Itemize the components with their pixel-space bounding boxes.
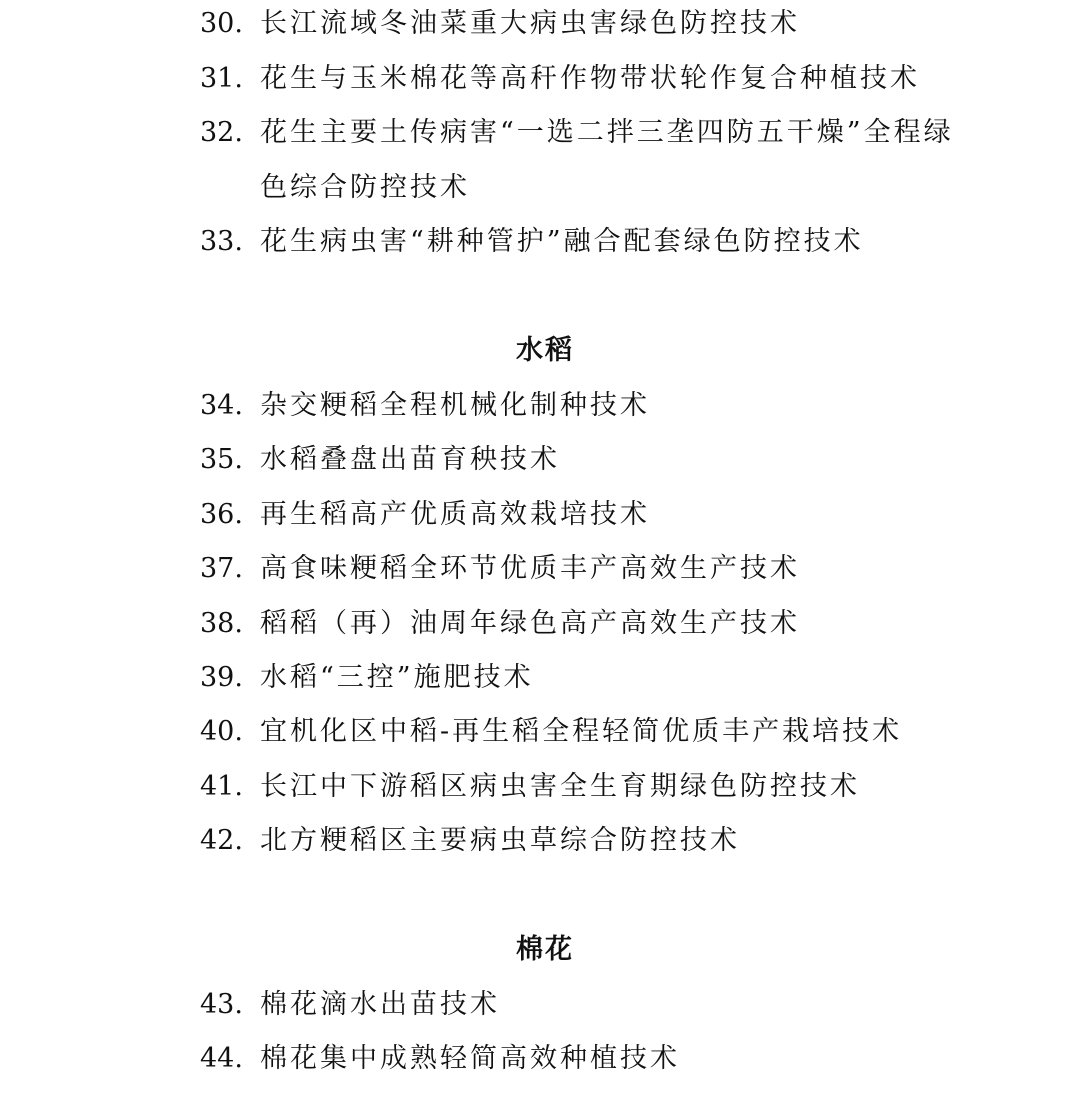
item-number: 36. [200, 499, 243, 530]
item-number: 39. [200, 662, 243, 693]
item-text: 北方粳稻区主要病虫草综合防控技术 [260, 825, 740, 856]
item-number: 33. [200, 226, 243, 257]
list-item [200, 389, 650, 423]
section-heading-cotton: 棉花 [516, 934, 574, 965]
item-text: 稻稻（再）油周年绿色高产高效生产技术 [260, 608, 800, 639]
item-text: 花生主要土传病害“一选二拌三垄四防五干燥”全程绿 [260, 117, 954, 148]
list-item [200, 607, 800, 641]
item-text: 宜机化区中稻-再生稻全程轻简优质丰产栽培技术 [260, 716, 903, 747]
item-text: 再生稻高产优质高效栽培技术 [260, 499, 650, 530]
section-heading-rice: 水稻 [516, 335, 574, 366]
item-text-continuation: 色综合防控技术 [260, 172, 470, 203]
list-item [200, 770, 860, 804]
item-text: 水稻“三控”施肥技术 [260, 662, 534, 693]
list-item [200, 1042, 680, 1076]
item-number: 35. [200, 444, 243, 475]
item-text: 花生病虫害“耕种管护”融合配套绿色防控技术 [260, 226, 864, 257]
item-number: 34. [200, 390, 243, 421]
list-item [200, 661, 534, 695]
list-item [200, 7, 800, 41]
list-item [200, 988, 500, 1022]
item-text: 花生与玉米棉花等高秆作物带状轮作复合种植技术 [260, 63, 920, 94]
item-number: 42. [200, 825, 243, 856]
item-number: 38. [200, 608, 243, 639]
item-text: 长江中下游稻区病虫害全生育期绿色防控技术 [260, 771, 860, 802]
item-number: 41. [200, 771, 243, 802]
list-item [200, 116, 954, 150]
item-text: 高食味粳稻全环节优质丰产高效生产技术 [260, 553, 800, 584]
list-item [200, 225, 864, 259]
item-number: 37. [200, 553, 243, 584]
item-number: 44. [200, 1043, 243, 1074]
item-text: 棉花滴水出苗技术 [260, 989, 500, 1020]
list-item [200, 62, 920, 96]
item-text: 棉花集中成熟轻简高效种植技术 [260, 1043, 680, 1074]
list-item [200, 498, 650, 532]
item-number: 40. [200, 716, 243, 747]
item-number: 32. [200, 117, 243, 148]
list-item [200, 715, 902, 749]
item-text: 水稻叠盘出苗育秧技术 [260, 444, 560, 475]
list-item [200, 824, 740, 858]
item-number: 31. [200, 63, 243, 94]
item-text: 杂交粳稻全程机械化制种技术 [260, 390, 650, 421]
list-item [200, 552, 800, 586]
item-text: 长江流域冬油菜重大病虫害绿色防控技术 [260, 8, 800, 39]
list-item [200, 443, 560, 477]
item-number: 43. [200, 989, 243, 1020]
item-number: 30. [200, 8, 243, 39]
